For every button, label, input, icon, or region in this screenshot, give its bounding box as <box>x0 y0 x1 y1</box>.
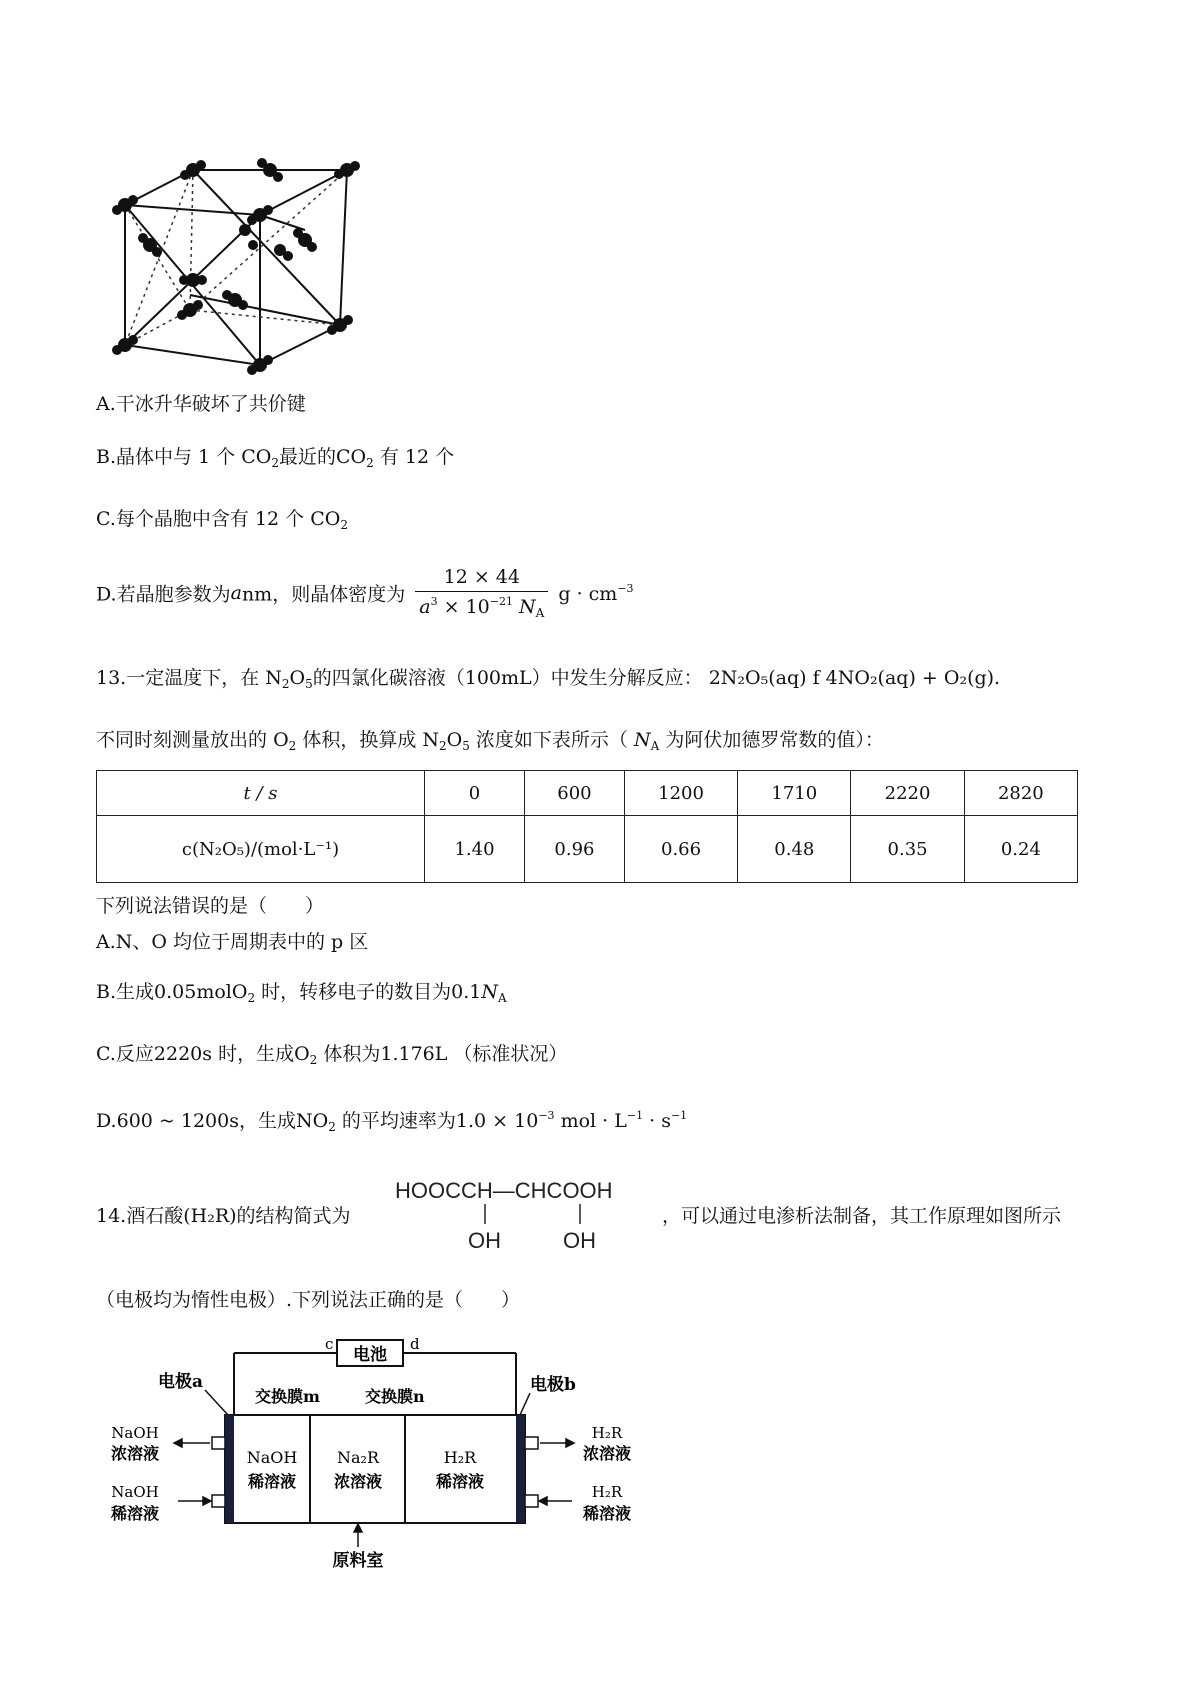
electrode-b <box>516 1415 525 1523</box>
membrane-n-label: 交换膜n <box>365 1387 425 1406</box>
table-cell: 1200 <box>624 771 737 816</box>
q13-option-c-post: （标准状况） <box>453 1043 568 1065</box>
q14-stem-line1 <box>96 1202 351 1230</box>
right-outlet-line1: H₂R <box>591 1424 623 1442</box>
table-cell: 0.24 <box>964 816 1077 883</box>
table-cell: 0.66 <box>624 816 737 883</box>
q13-stem2-pre: 不同时刻测量放出的 <box>96 729 268 751</box>
q13-option-d-mid: ，生成 <box>238 1110 296 1132</box>
q13-stem-mid: 的四氯化碳溶液（100mL）中发生分解反应： <box>312 667 703 689</box>
q13-question: 下列说法错误的是（ ） <box>96 895 325 917</box>
q14-stem-line2: （电极均为惰性电极）.下列说法正确的是（ ） <box>96 1289 521 1311</box>
table-cell: 600 <box>524 771 624 816</box>
membrane-m-label: 交换膜m <box>255 1387 320 1406</box>
q12-option-c-text: C.每个晶胞中含有 12 个 <box>96 508 305 530</box>
chamber2-line1: Na₂R <box>337 1448 379 1467</box>
left-inlet-line1: NaOH <box>111 1483 159 1501</box>
left-outlet-line1: NaOH <box>111 1424 159 1442</box>
reaction-time: 2220s <box>153 1043 213 1065</box>
o2-volume: 1.176L <box>380 1043 448 1065</box>
electrode-a <box>225 1415 234 1523</box>
q12-co2-formula: $CO_2$ <box>336 446 374 470</box>
q12-option-d[interactable] <box>96 566 634 620</box>
table-header-concentration: c(N₂O₅)/(mol·L⁻¹) <box>97 816 425 883</box>
average-rate: $1.0 \times 10^{-3}$ mol · $L^{-1} \cdot s^{-1}$ <box>455 1109 688 1132</box>
battery-label: 电池 <box>353 1345 387 1365</box>
o2-amount: 0.05molO$_2$ <box>154 981 256 1005</box>
density-denominator: $a^3 \times 10^{-21}$ $N_A$ <box>419 595 545 620</box>
q13-option-c-mid2: 体积为 <box>323 1043 381 1065</box>
structure-top: HOOCCH—CHCOOH <box>395 1178 613 1203</box>
tartaric-acid-formula: (H₂R) <box>183 1205 237 1227</box>
q14-stem-pre: 14.酒石酸 <box>96 1205 184 1227</box>
oh-group-1: OH <box>468 1228 501 1253</box>
concentration-table <box>96 770 1078 883</box>
electrodialysis-cell <box>225 1415 525 1523</box>
q13-option-c[interactable] <box>96 1040 567 1074</box>
density-numerator: 12 × 44 <box>415 566 548 592</box>
dry-ice-crystal-cell-figure <box>95 130 385 380</box>
right-inlet-line2: 稀溶液 <box>582 1504 632 1523</box>
chamber2-line2: 浓溶液 <box>333 1472 383 1491</box>
q14-stem-mid: 的结构简式为 <box>236 1205 351 1227</box>
q12-option-c[interactable] <box>96 505 348 539</box>
n2o5-formula: $N_2O_5$ <box>422 729 470 753</box>
electrode-b-label: 电极b <box>530 1375 576 1395</box>
q13-stem-pre: 13.一定温度下，在 <box>96 667 260 689</box>
table-cell: 2220 <box>851 771 964 816</box>
right-outlet-line2: 浓溶液 <box>582 1444 632 1463</box>
avogadro-symbol: $N_A$ <box>633 729 660 753</box>
q13-stem-line2 <box>96 726 884 760</box>
q13-option-b-mid: 时，转移电子的数目为 <box>261 981 452 1003</box>
n2o5-formula: $N_2O_5$ <box>265 667 313 691</box>
time-range: 600 ~ 1200s <box>116 1110 239 1132</box>
q12-option-d-unit: nm，则晶体密度为 <box>241 583 406 606</box>
q13-option-d-mid2: 的平均速率为 <box>341 1110 456 1132</box>
table-header-time: t / s <box>97 771 425 816</box>
q13-option-a[interactable]: A.N、O 均位于周期表中的 p 区 <box>96 931 369 953</box>
density-fraction <box>415 566 548 620</box>
q13-option-c-mid: 时，生成 <box>218 1043 295 1065</box>
chamber1-line1: NaOH <box>246 1448 298 1467</box>
o2-formula: $O_2$ <box>294 1043 318 1067</box>
q12-co2-formula: $CO_2$ <box>241 446 279 470</box>
oh-bonds <box>480 1204 610 1226</box>
q12-option-a-text: A.干冰升华破坏了共价键 <box>96 393 306 415</box>
chamber1-line2: 稀溶液 <box>247 1472 297 1491</box>
q13-stem2-mid: 体积，换算成 <box>302 729 417 751</box>
q12-option-b-mid: 最近的 <box>278 446 336 468</box>
left-inlet-line2: 稀溶液 <box>110 1504 160 1523</box>
electron-count: $0.1N_A$ <box>451 981 507 1005</box>
q12-option-b[interactable] <box>96 443 454 477</box>
table-cell: 0.35 <box>851 816 964 883</box>
q12-option-d-text: D.若晶胞参数为 <box>96 583 231 606</box>
q12-option-b-post: 有 12 个 <box>379 446 455 468</box>
terminal-d: d <box>410 1335 420 1353</box>
q13-stem2-post: 浓度如下表所示（ <box>475 729 628 751</box>
terminal-c: c <box>325 1335 334 1353</box>
electrodialysis-diagram <box>110 1335 650 1570</box>
tartaric-acid-structure <box>395 1178 613 1253</box>
q12-co2-formula: $CO_2$ <box>310 508 348 532</box>
electrode-a-label: 电极a <box>158 1372 204 1392</box>
no2-formula: $NO_2$ <box>296 1110 336 1134</box>
right-inlet-line1: H₂R <box>591 1483 623 1501</box>
chamber3-line1: H₂R <box>443 1448 477 1467</box>
table-cell: 0 <box>425 771 525 816</box>
table-cell: 2820 <box>964 771 1077 816</box>
q12-option-b-text: B.晶体中与 1 个 <box>96 446 236 468</box>
raw-material-room-label: 原料室 <box>332 1551 384 1570</box>
q13-option-d[interactable] <box>96 1102 687 1141</box>
q13-stem2-end: 为阿伏加德罗常数的值）： <box>665 729 884 751</box>
q13-option-c-pre: C.反应 <box>96 1043 154 1065</box>
q13-option-b-pre: B.生成 <box>96 981 155 1003</box>
table-cell: 0.48 <box>738 816 851 883</box>
table-cell: 1710 <box>738 771 851 816</box>
o2-formula: $O_2$ <box>273 729 297 753</box>
left-outlet-line2: 浓溶液 <box>110 1444 160 1463</box>
q12-option-a[interactable] <box>96 390 306 418</box>
oh-group-2: OH <box>563 1228 596 1253</box>
table-row-time <box>97 771 1078 816</box>
q13-option-b[interactable] <box>96 978 507 1012</box>
table-cell: 0.96 <box>524 816 624 883</box>
table-cell: 1.40 <box>425 816 525 883</box>
q14-stem-post: ，可以通过电渗析法制备，其工作原理如图所示 <box>662 1205 1062 1227</box>
density-unit: $g \cdot cm^{-3}$ <box>558 581 634 605</box>
chamber3-line2: 稀溶液 <box>435 1472 485 1491</box>
q13-stem-line1 <box>96 664 1000 698</box>
table-row-concentration <box>97 816 1078 883</box>
reaction-equation: 2N₂O₅(aq) f 4NO₂(aq) + O₂(g). <box>708 667 1001 689</box>
q13-option-d-pre: D. <box>96 1110 117 1132</box>
q12-lattice-param: a <box>230 582 242 604</box>
